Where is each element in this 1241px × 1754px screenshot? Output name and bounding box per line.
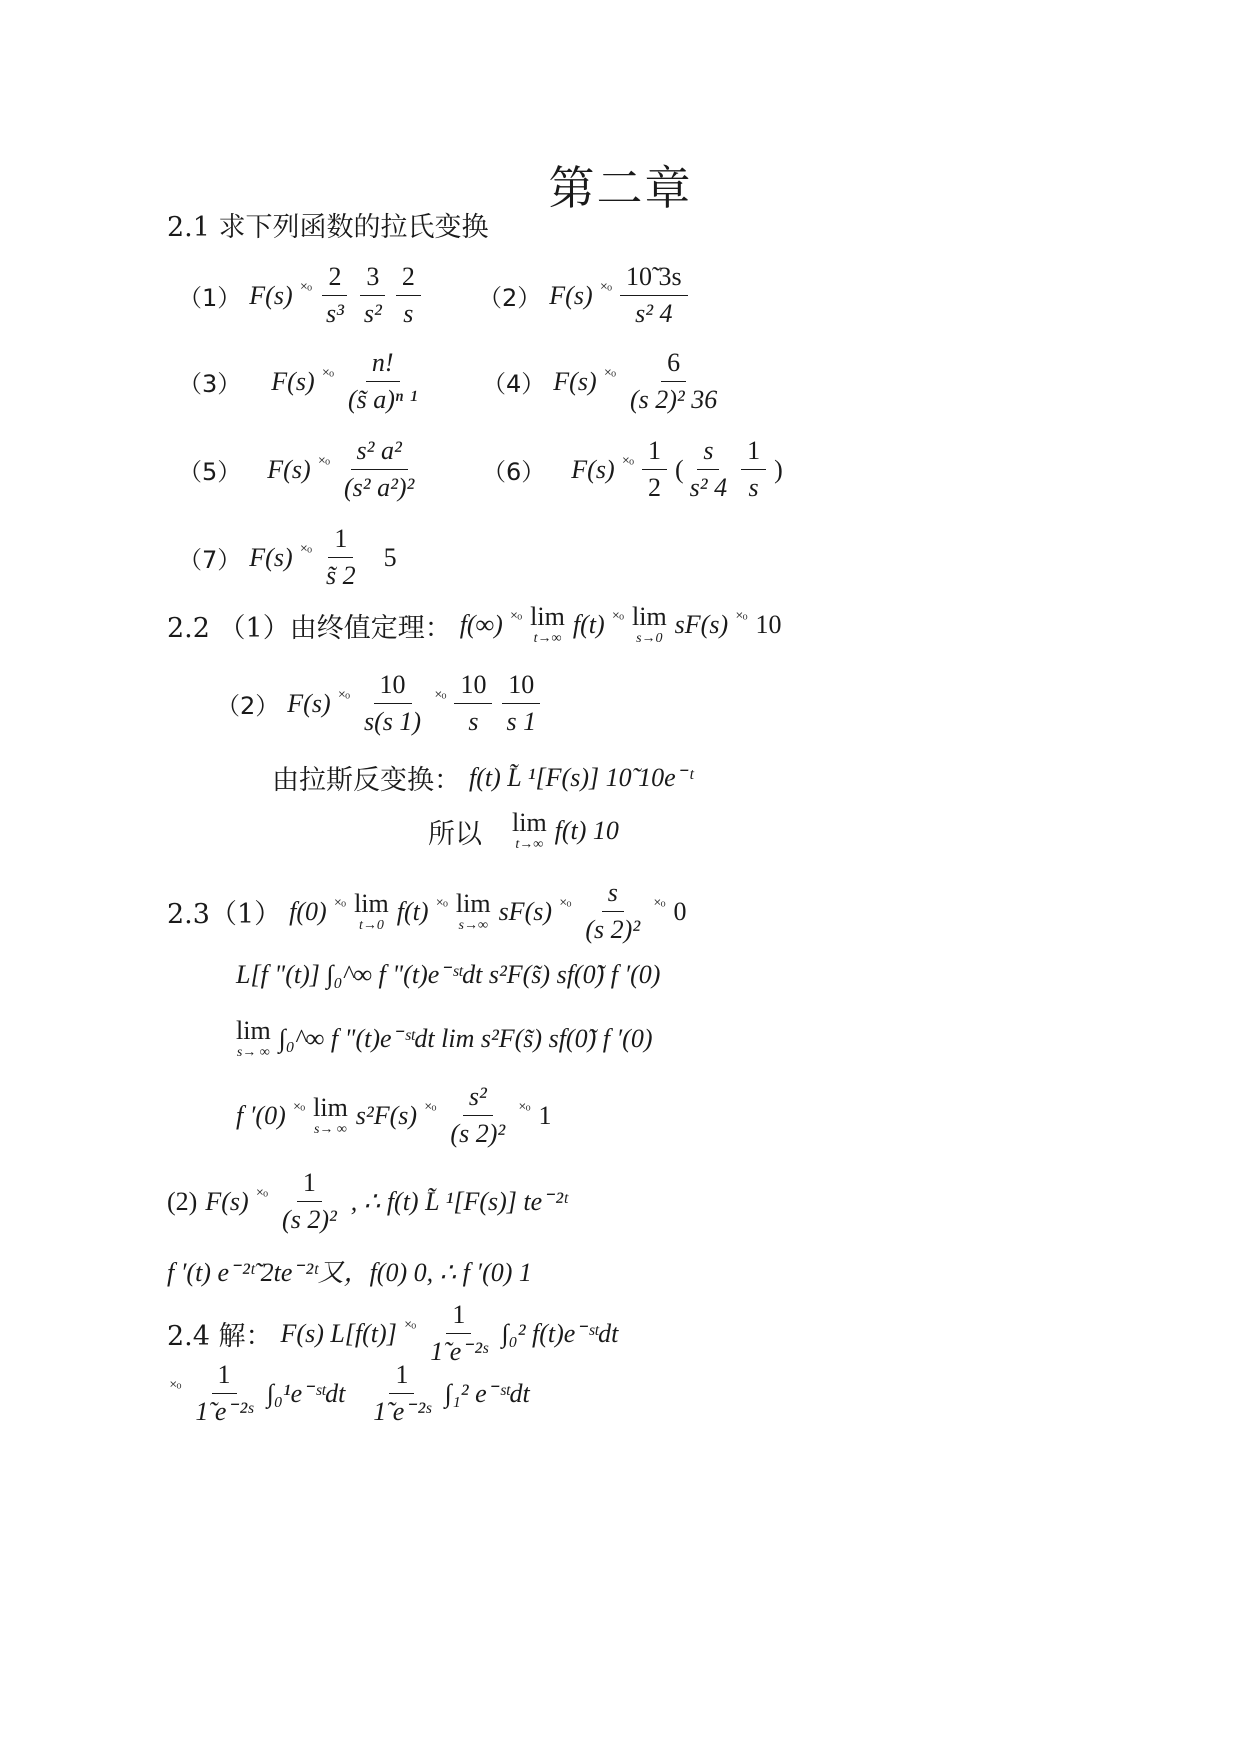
eq-sign: ˟ᵒ	[435, 687, 447, 707]
limit: lim s→∞	[455, 888, 491, 933]
eq-sign: ˟ᵒ	[600, 279, 612, 299]
eq-sign: ˟ᵒ	[300, 541, 312, 561]
section-2-3-line-2	[236, 960, 668, 990]
eq-term: sF(s)	[674, 610, 729, 639]
limit: lim s→ ∞	[313, 1092, 348, 1137]
eq-term: L[f "(t)] ∫₀^∞ f "(t)e ̄ ˢᵗdt s²F(s̃) sf(0̃) f ′(0)	[236, 960, 661, 989]
section-2-3-part-2	[167, 1168, 575, 1235]
eq-term: , ∴ f(t) L̃ ¹[F(s)] te ̄ ²ᵗ	[350, 1186, 568, 1216]
eq-sign: ˟ᵒ	[612, 609, 624, 628]
eq-value: 1	[538, 1100, 552, 1130]
eq-tail: 5	[383, 542, 397, 572]
eq-lhs: F(s)	[267, 454, 311, 484]
chapter-title: 第二章	[548, 161, 693, 215]
eq-term: f(t)	[396, 896, 429, 926]
eq-sign: ˟ᵒ	[256, 1185, 269, 1205]
section-2-2-line-3	[272, 758, 701, 797]
fraction: $\frac{6}{\text{(s 2)² 36}}$	[630, 348, 718, 414]
eq-term: s²F(s)	[355, 1100, 418, 1130]
eq-2-1-7	[178, 524, 405, 591]
integral-term: ∫₀¹e ̄ ˢᵗdt	[266, 1378, 346, 1408]
eq-sign: ˟ᵒ	[318, 453, 330, 473]
eq-term: f(t) L̃ ¹[F(s)] 10̃ 10e ̄ ᵗ	[469, 762, 694, 792]
eq-lhs: F(s)	[249, 542, 293, 572]
section-2-3-line-3	[236, 1018, 660, 1060]
fraction: $\frac{10}{s(s 1)}$	[364, 670, 422, 736]
limit: lim s→0	[632, 602, 667, 646]
fraction: $\frac{2}{s}$	[396, 262, 421, 329]
fraction: $\frac{n!}{\text{(s̃ a)ⁿ ¹}}$	[348, 348, 418, 414]
section-2-3-part-2-line-2	[167, 1252, 540, 1289]
eq-sign: ˟ᵒ	[654, 895, 666, 915]
eq-term: f ′(0)	[236, 1100, 286, 1130]
eq-label: （2）	[478, 284, 542, 312]
eq-lhs: F(s)	[271, 366, 315, 396]
eq-lhs: F(s)	[571, 454, 615, 484]
eq-sign: ˟ᵒ	[334, 895, 347, 915]
paren-close: )	[774, 454, 783, 484]
eq-2-1-5	[178, 436, 428, 503]
fraction: $\frac{2}{\text{s³}}$	[320, 262, 350, 329]
eq-label: （6）	[482, 458, 546, 486]
section-2-2-header: 2.2 （1）由终值定理：	[167, 612, 452, 644]
section-2-3-line-4	[236, 1082, 560, 1149]
fraction: $\frac{s}{\text{s² 4}}$	[689, 436, 728, 502]
eq-sign: ˟ᵒ	[170, 1377, 182, 1397]
section-2-4-line-2	[170, 1360, 538, 1427]
eq-term: f(t) 10	[554, 816, 619, 845]
section-2-2-line-4	[428, 810, 627, 852]
section-2-4-header: 2.4 解：	[167, 1321, 273, 1352]
eq-2-1-6	[482, 436, 791, 503]
eq-label: （4）	[482, 370, 546, 398]
eq-lhs: F(s)	[249, 280, 293, 310]
section-2-4-line-1	[167, 1300, 626, 1367]
eq-value: 0	[673, 896, 687, 926]
section-2-1-header: 2.1 求下列函数的拉氏变换	[167, 212, 489, 243]
eq-lhs: F(s)	[287, 688, 331, 718]
so-label: 所以	[428, 818, 482, 850]
eq-sign: ˟ᵒ	[510, 609, 523, 628]
eq-lhs: F(s)	[549, 280, 593, 310]
limit: lim s→ ∞	[236, 1016, 271, 1060]
eq-sign: ˟ᵒ	[425, 1099, 437, 1119]
inverse-transform-label: 由拉斯反变换：	[272, 765, 461, 796]
eq-label: (2)	[167, 1186, 198, 1216]
section-2-2-line-2	[216, 670, 550, 737]
eq-term: f(0)	[289, 896, 327, 926]
fraction: $\frac{1}{s}$	[741, 436, 766, 503]
fraction: $\frac{10̃ 3s}{\text{s² 4}}$	[620, 262, 688, 329]
eq-term: F(s) L[f(t)]	[280, 1318, 397, 1348]
section-2-3-header: 2.3（1）	[167, 899, 282, 930]
eq-2-1-2	[478, 262, 696, 329]
eq-sign: ˟ᵒ	[560, 895, 572, 915]
fraction: $\frac{10}{s}$	[454, 670, 492, 737]
limit: lim t→0	[354, 888, 389, 933]
fraction: $\frac{1}{2}$	[642, 436, 667, 503]
eq-label: （5）	[178, 458, 242, 486]
integral-term: ∫₀² f(t)e ̄ ˢᵗdt	[501, 1318, 619, 1348]
fraction: $\frac{s}{\text{(s 2)²}}$	[585, 878, 641, 944]
limit: lim t→∞	[530, 602, 565, 646]
fraction: $\frac{1}{\text{(s 2)²}}$	[282, 1168, 337, 1234]
eq-lhs: F(s)	[205, 1186, 249, 1216]
eq-label: （2）	[216, 692, 280, 720]
eq-2-1-3	[178, 348, 431, 415]
eq-sign: ˟ᵒ	[436, 895, 448, 915]
eq-sign: ˟ᵒ	[604, 365, 616, 385]
eq-sign: ˟ᵒ	[736, 609, 748, 628]
fraction: $\frac{10}{s 1}$	[500, 670, 542, 737]
section-2-3-line-1	[167, 878, 695, 945]
eq-sign: ˟ᵒ	[404, 1317, 417, 1337]
eq-lhs: F(s)	[553, 366, 597, 396]
fraction: $\frac{1}{\text{1̃ e ̄ ²ˢ}}$	[195, 1360, 253, 1426]
limit: lim t→∞	[512, 808, 547, 852]
eq-2-1-4	[482, 348, 731, 415]
fraction: $\frac{\text{s² a²}}{\text{(s² a²)²}}$	[344, 436, 415, 502]
eq-term: sF(s)	[498, 896, 552, 926]
fraction: $\frac{\text{s²}}{\text{(s 2)²}}$	[450, 1082, 506, 1148]
eq-sign: ˟ᵒ	[622, 453, 634, 473]
paren-open: (	[675, 454, 684, 484]
eq-term: f(∞)	[459, 610, 503, 639]
eq-term: f(t)	[572, 610, 605, 639]
eq-2-1-1	[178, 262, 429, 329]
fraction: $\frac{1}{\text{1̃ e ̄ ²ˢ}}$	[373, 1360, 431, 1426]
integral-term: ∫₁² e ̄ ˢᵗdt	[444, 1378, 530, 1408]
fraction: $\frac{1}{s̃ 2}$	[326, 524, 356, 590]
eq-value: 10	[755, 610, 782, 639]
eq-label: （3）	[178, 370, 242, 398]
eq-sign: ˟ᵒ	[519, 1099, 531, 1119]
eq-label: （1）	[178, 284, 242, 312]
fraction: $\frac{3}{\text{s²}}$	[358, 262, 388, 329]
eq-sign: ˟ᵒ	[322, 365, 334, 385]
eq-term: ∫₀^∞ f "(t)e ̄ ˢᵗdt lim s²F(s̃) sf(0̃) f ′(0)	[278, 1024, 653, 1053]
section-2-2-line-1	[167, 604, 790, 646]
eq-term: f ′(t) e ̄ ²ᵗ̃ 2te ̄ ²ᵗ又，f(0) 0, ∴ f ′(0) 1	[167, 1258, 532, 1287]
eq-label: （7）	[178, 546, 242, 574]
eq-sign: ˟ᵒ	[300, 279, 312, 299]
eq-sign: ˟ᵒ	[338, 687, 350, 707]
fraction: $\frac{1}{\text{1̃ e ̄ ²ˢ}}$	[430, 1300, 488, 1366]
eq-sign: ˟ᵒ	[293, 1099, 306, 1119]
